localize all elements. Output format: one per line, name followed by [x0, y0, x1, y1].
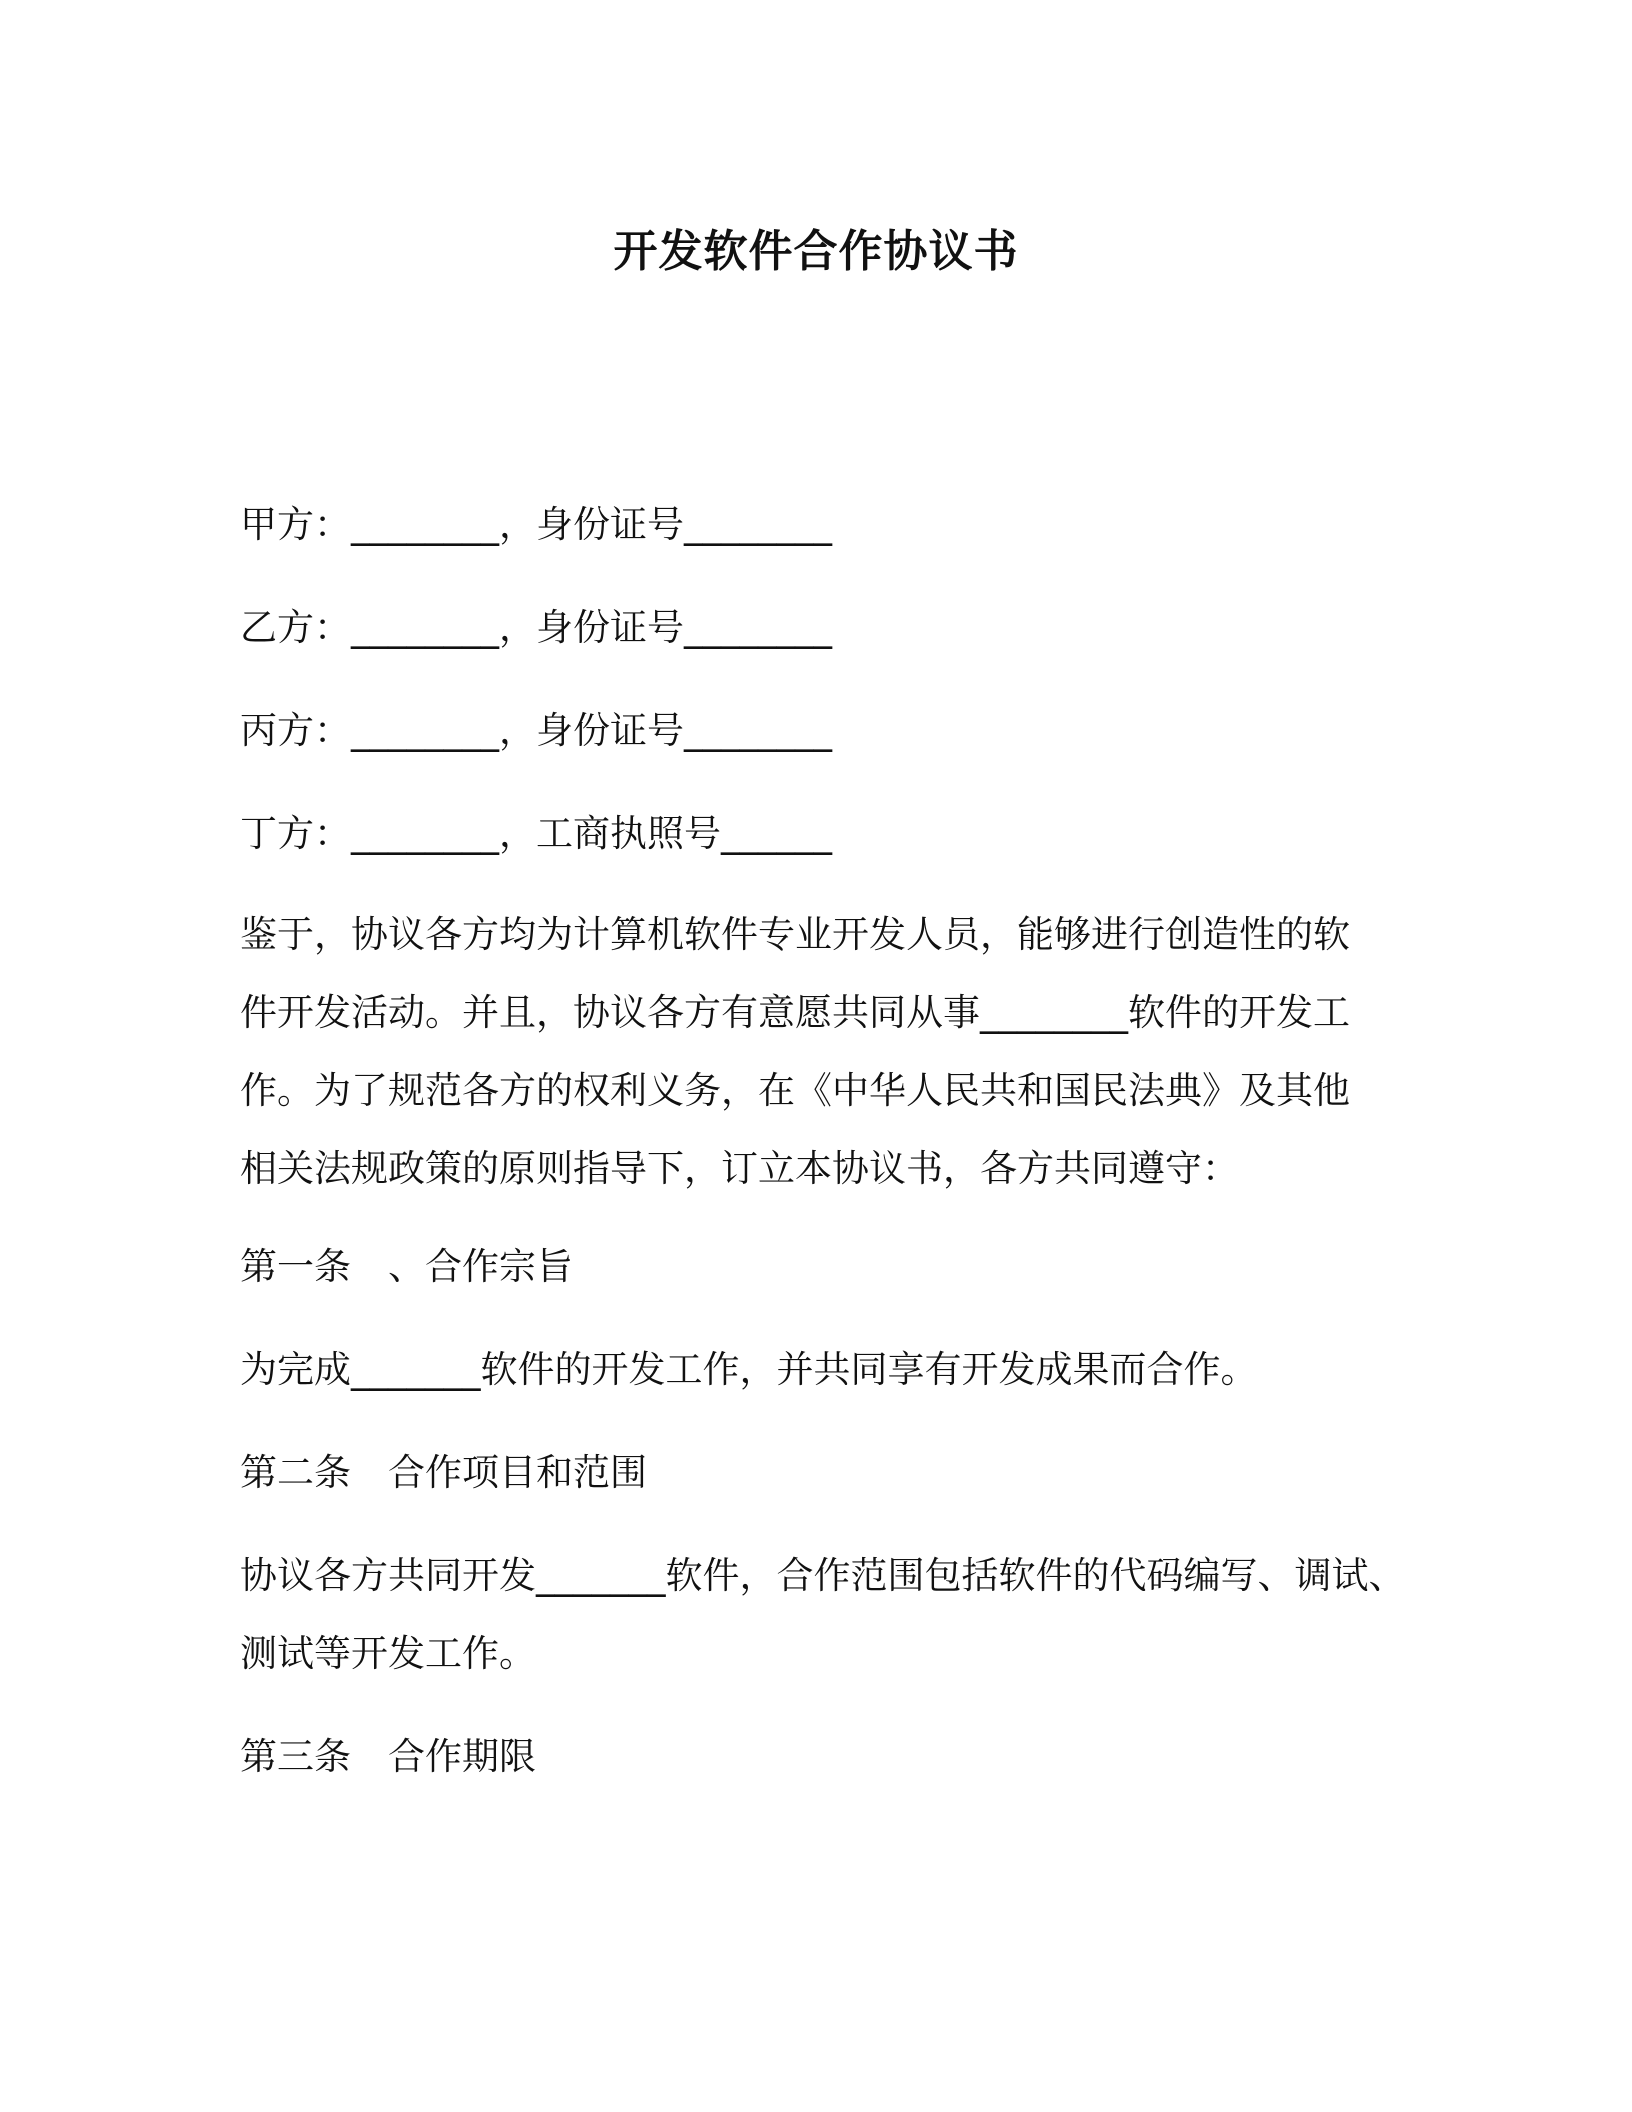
- party-a-line: 甲方：________，身份证号________: [240, 503, 832, 546]
- party-c-line: 丙方：________，身份证号________: [240, 709, 832, 752]
- article-3-heading: 第三条 合作期限: [240, 1735, 536, 1778]
- article-1-text: 为完成_______软件的开发工作，并共同享有开发成果而合作。: [240, 1348, 1258, 1391]
- preamble-line: 件开发活动。并且，协议各方有意愿共同从事________软件的开发工: [240, 991, 1350, 1034]
- article-2-heading: 第二条 合作项目和范围: [240, 1451, 647, 1494]
- article-2-text-line: 测试等开发工作。: [240, 1632, 536, 1675]
- preamble-line: 相关法规政策的原则指导下，订立本协议书，各方共同遵守：: [240, 1147, 1239, 1190]
- article-1-heading: 第一条 、合作宗旨: [240, 1245, 573, 1288]
- article-2-text-line: 协议各方共同开发_______软件，合作范围包括软件的代码编写、调试、: [240, 1554, 1406, 1597]
- preamble-line: 鉴于，协议各方均为计算机软件专业开发人员，能够进行创造性的软: [240, 913, 1350, 956]
- party-b-line: 乙方：________，身份证号________: [240, 606, 832, 649]
- preamble-line: 作。为了规范各方的权利义务，在《中华人民共和国民法典》及其他: [240, 1069, 1350, 1112]
- document-title: 开发软件合作协议书: [613, 226, 1019, 277]
- party-d-line: 丁方：________，工商执照号______: [240, 812, 832, 855]
